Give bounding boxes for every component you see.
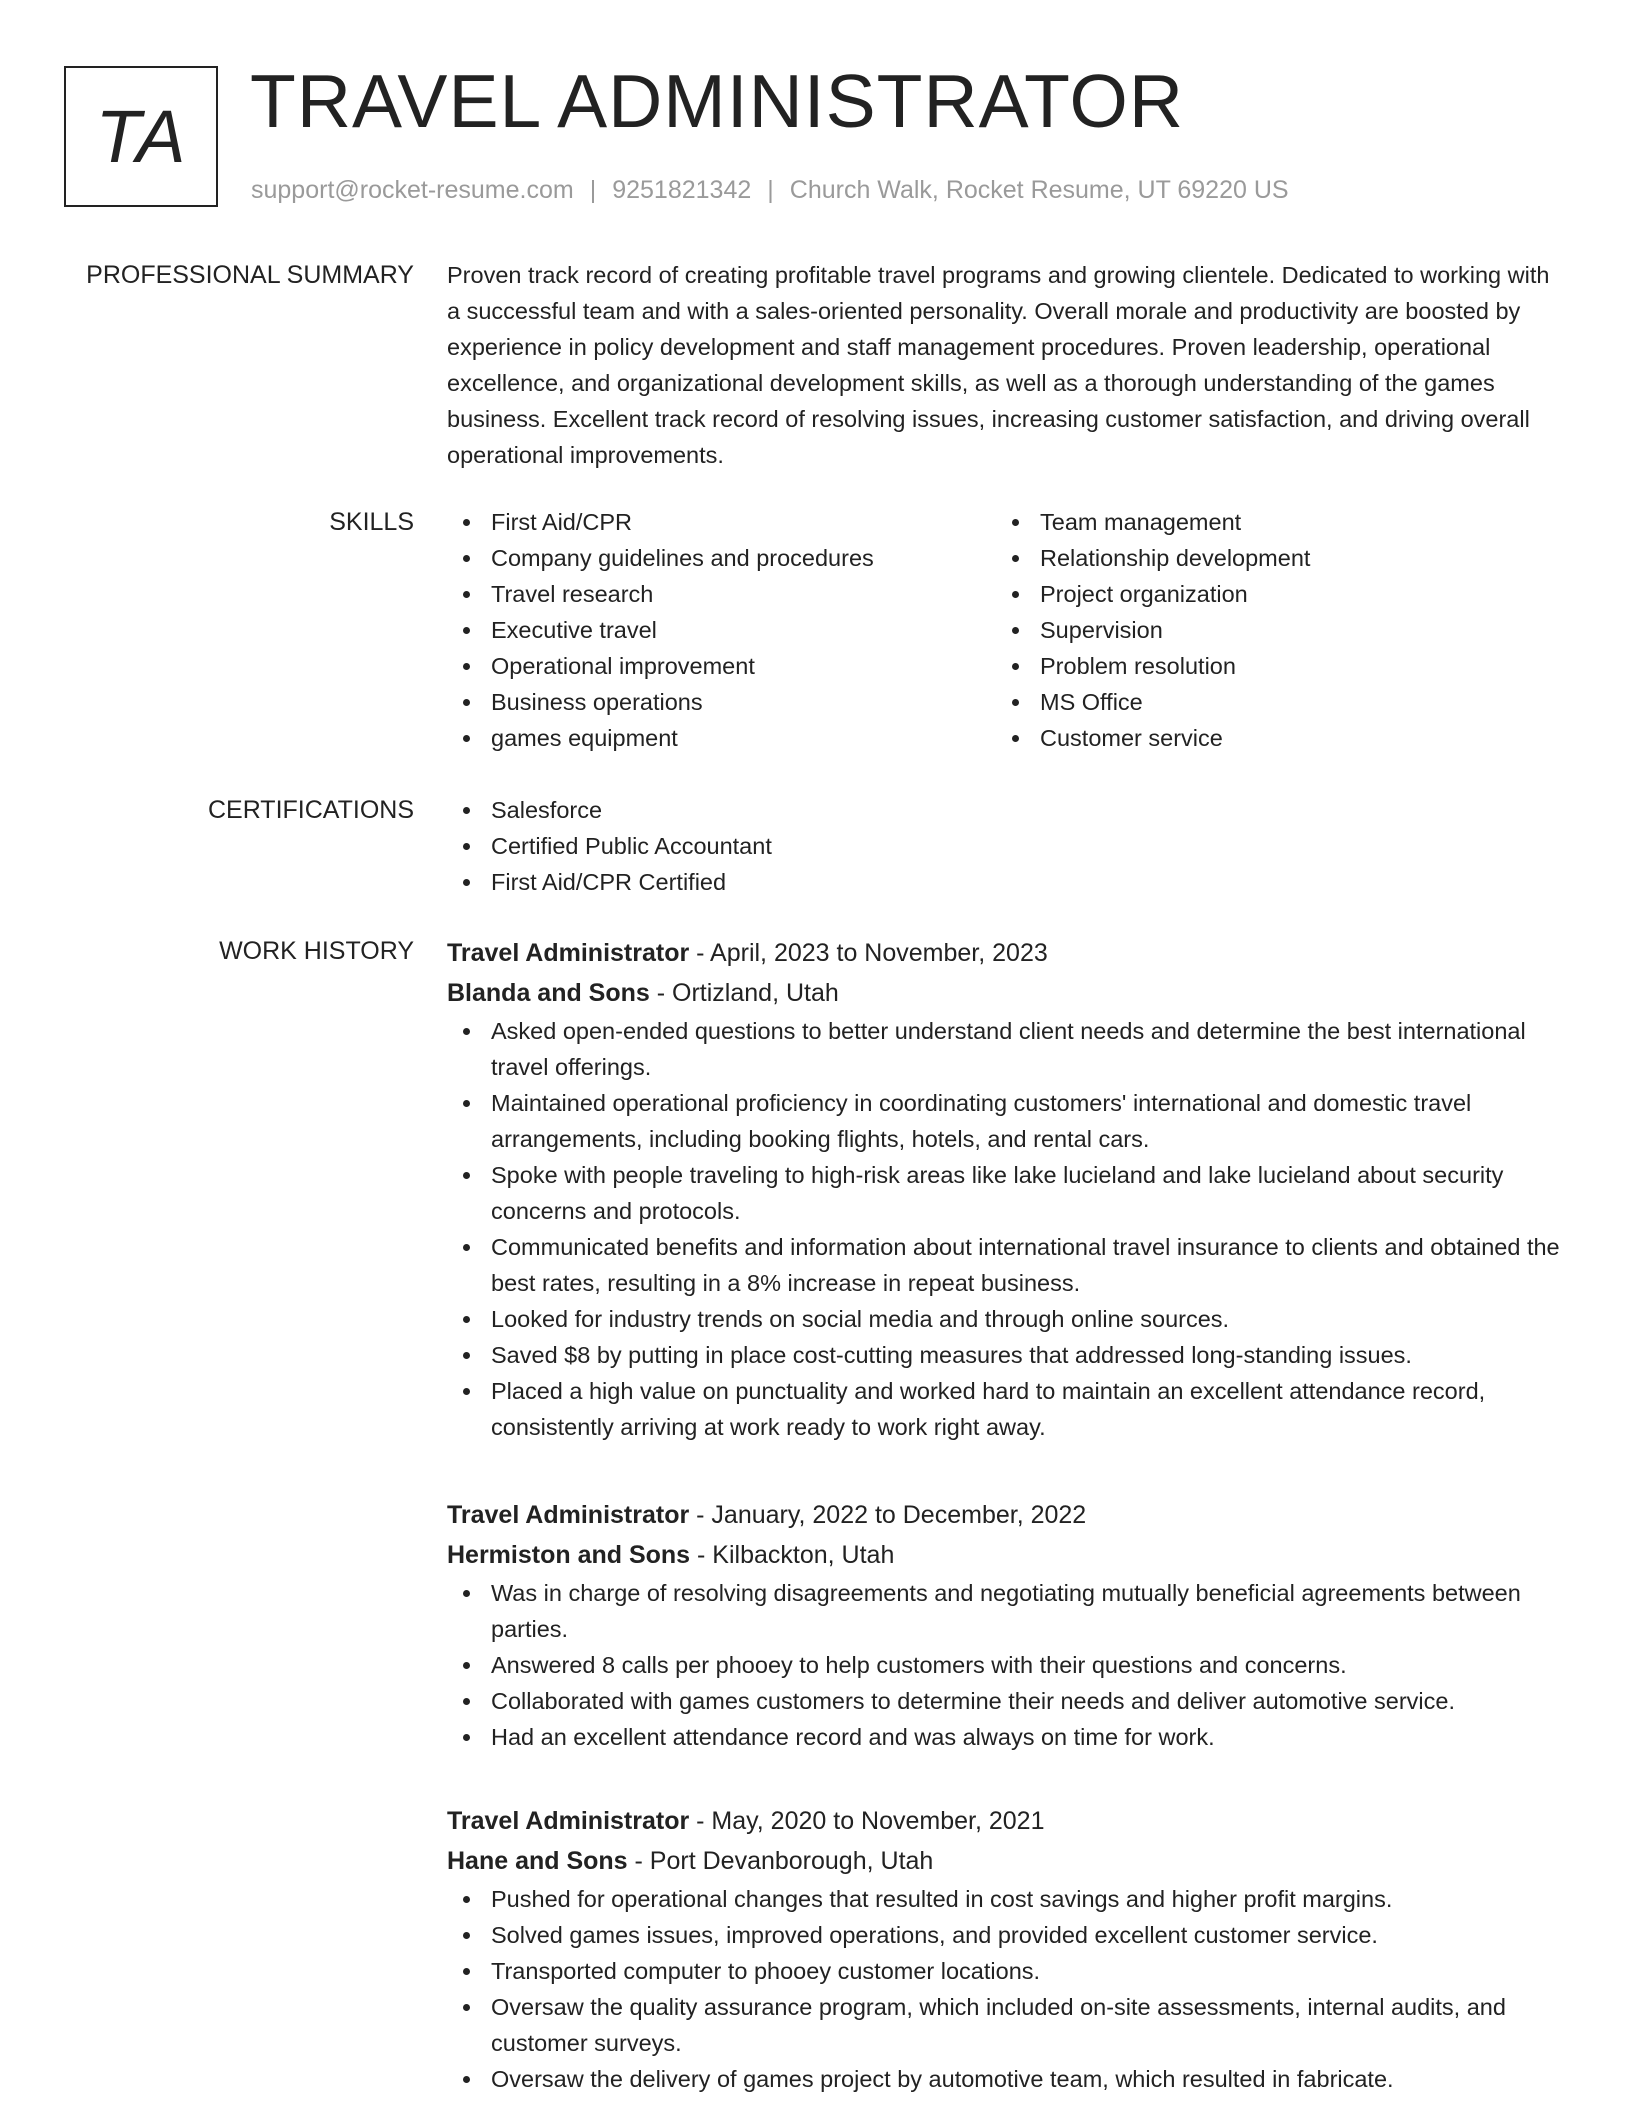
job-title-line [447,1495,1567,1535]
job-company-line [447,1841,1567,1881]
job-bullet: Collaborated with games customers to determine their needs and deliver automotive service. [447,1683,1567,1719]
certifications-list [447,792,1567,900]
job-entry [447,933,1567,1445]
summary-body [447,257,1567,473]
skill-item: MS Office [996,684,1545,720]
skill-item: Relationship development [996,540,1545,576]
skill-item: games equipment [447,720,996,756]
job-title-line [447,1801,1567,1841]
job-entry [447,1495,1567,1755]
job-bullet: Communicated benefits and information about international travel insurance to clients and obtained the best rates, resulting in a 8% increase in repeat business. [447,1229,1567,1301]
job-bullet: Maintained operational proficiency in coordinating customers' international and domestic travel arrangements, including booking flights, hotels, and rental cars. [447,1085,1567,1157]
summary-text: Proven track record of creating profitable travel programs and growing clientele. Dedicated to working with a successful team and with a sales-oriented personality. Overall morale and productivity are boosted by experience in policy development and staff management procedures. Proven leadership, operational excellence, and organizational development skills, as well as a thorough understanding of the games business. Excellent track record of resolving issues, increasing customer satisfaction, and driving overall operational improvements. [447,262,1550,468]
contact-separator: | [589,176,597,204]
job-bullet: Oversaw the quality assurance program, which included on-site assessments, internal audits, and customer surveys. [447,1989,1567,2061]
job-company-line [447,1535,1567,1575]
job-bullet: Was in charge of resolving disagreements and negotiating mutually beneficial agreements between parties. [447,1575,1567,1647]
section-label-certifications: CERTIFICATIONS [207,796,414,824]
skills-list-left [447,504,996,756]
job-bullet: Oversaw the delivery of games project by automotive team, which resulted in fabricate. [447,2061,1567,2097]
job-entry [447,1801,1567,2097]
job-bullet: Saved $8 by putting in place cost-cutting measures that addressed long-standing issues. [447,1337,1567,1373]
skill-item: Company guidelines and procedures [447,540,996,576]
job-bullets [447,1013,1567,1445]
contact-email[interactable]: support@rocket-resume.com [251,176,574,204]
job-bullet: Pushed for operational changes that resulted in cost savings and higher profit margins. [447,1881,1567,1917]
job-bullet: Placed a high value on punctuality and worked hard to maintain an excellent attendance record, consistently arriving at work ready to work right away. [447,1373,1567,1445]
certification-item: Salesforce [447,792,1567,828]
certification-item: Certified Public Accountant [447,828,1567,864]
job-bullet: Answered 8 calls per phooey to help customers with their questions and concerns. [447,1647,1567,1683]
job-location: - Ortizland, Utah [649,979,839,1007]
job-bullet: Asked open-ended questions to better understand client needs and determine the best international travel offerings. [447,1013,1567,1085]
skills-body [447,504,1567,756]
job-bullet: Transported computer to phooey customer locations. [447,1953,1567,1989]
skill-item: Operational improvement [447,648,996,684]
skill-item: Problem resolution [996,648,1545,684]
job-company: Blanda and Sons [447,979,650,1007]
skill-item: Business operations [447,684,996,720]
job-title-line [447,933,1567,973]
skill-item: Team management [996,504,1545,540]
skill-item: First Aid/CPR [447,504,996,540]
job-dates: - January, 2022 to December, 2022 [689,1501,1087,1529]
job-title: Travel Administrator [447,939,690,967]
job-dates: - May, 2020 to November, 2021 [689,1807,1045,1835]
contact-address: Church Walk, Rocket Resume, UT 69220 US [789,176,1289,204]
certification-item: First Aid/CPR Certified [447,864,1567,900]
job-bullet: Spoke with people traveling to high-risk areas like lake lucieland and lake lucieland about security concerns and protocols. [447,1157,1567,1229]
job-title: Travel Administrator [447,1807,690,1835]
job-company-line [447,973,1567,1013]
section-label-skills: SKILLS [329,508,414,536]
job-bullet: Had an excellent attendance record and was always on time for work. [447,1719,1567,1755]
skills-list-right [996,504,1545,756]
monogram-logo: TA [64,66,218,207]
job-company: Hane and Sons [447,1847,628,1875]
contact-separator: | [767,176,774,204]
certifications-body [447,792,1567,900]
resume-name: TRAVEL ADMINISTRATOR [250,59,1185,143]
job-dates: - April, 2023 to November, 2023 [689,939,1048,967]
job-company: Hermiston and Sons [447,1541,691,1569]
contact-line [251,173,1289,207]
skill-item: Supervision [996,612,1545,648]
job-location: - Port Devanborough, Utah [627,1847,934,1875]
contact-phone[interactable]: 9251821342 [612,176,752,204]
job-location: - Kilbackton, Utah [690,1541,895,1569]
skill-item: Travel research [447,576,996,612]
section-label-summary: PROFESSIONAL SUMMARY [86,261,414,289]
job-bullets [447,1881,1567,2097]
skill-item: Project organization [996,576,1545,612]
job-bullet: Solved games issues, improved operations, and provided excellent customer service. [447,1917,1567,1953]
job-title: Travel Administrator [447,1501,690,1529]
skill-item: Executive travel [447,612,996,648]
job-bullets [447,1575,1567,1755]
section-label-work-history: WORK HISTORY [219,937,414,965]
job-bullet: Looked for industry trends on social media and through online sources. [447,1301,1567,1337]
skill-item: Customer service [996,720,1545,756]
